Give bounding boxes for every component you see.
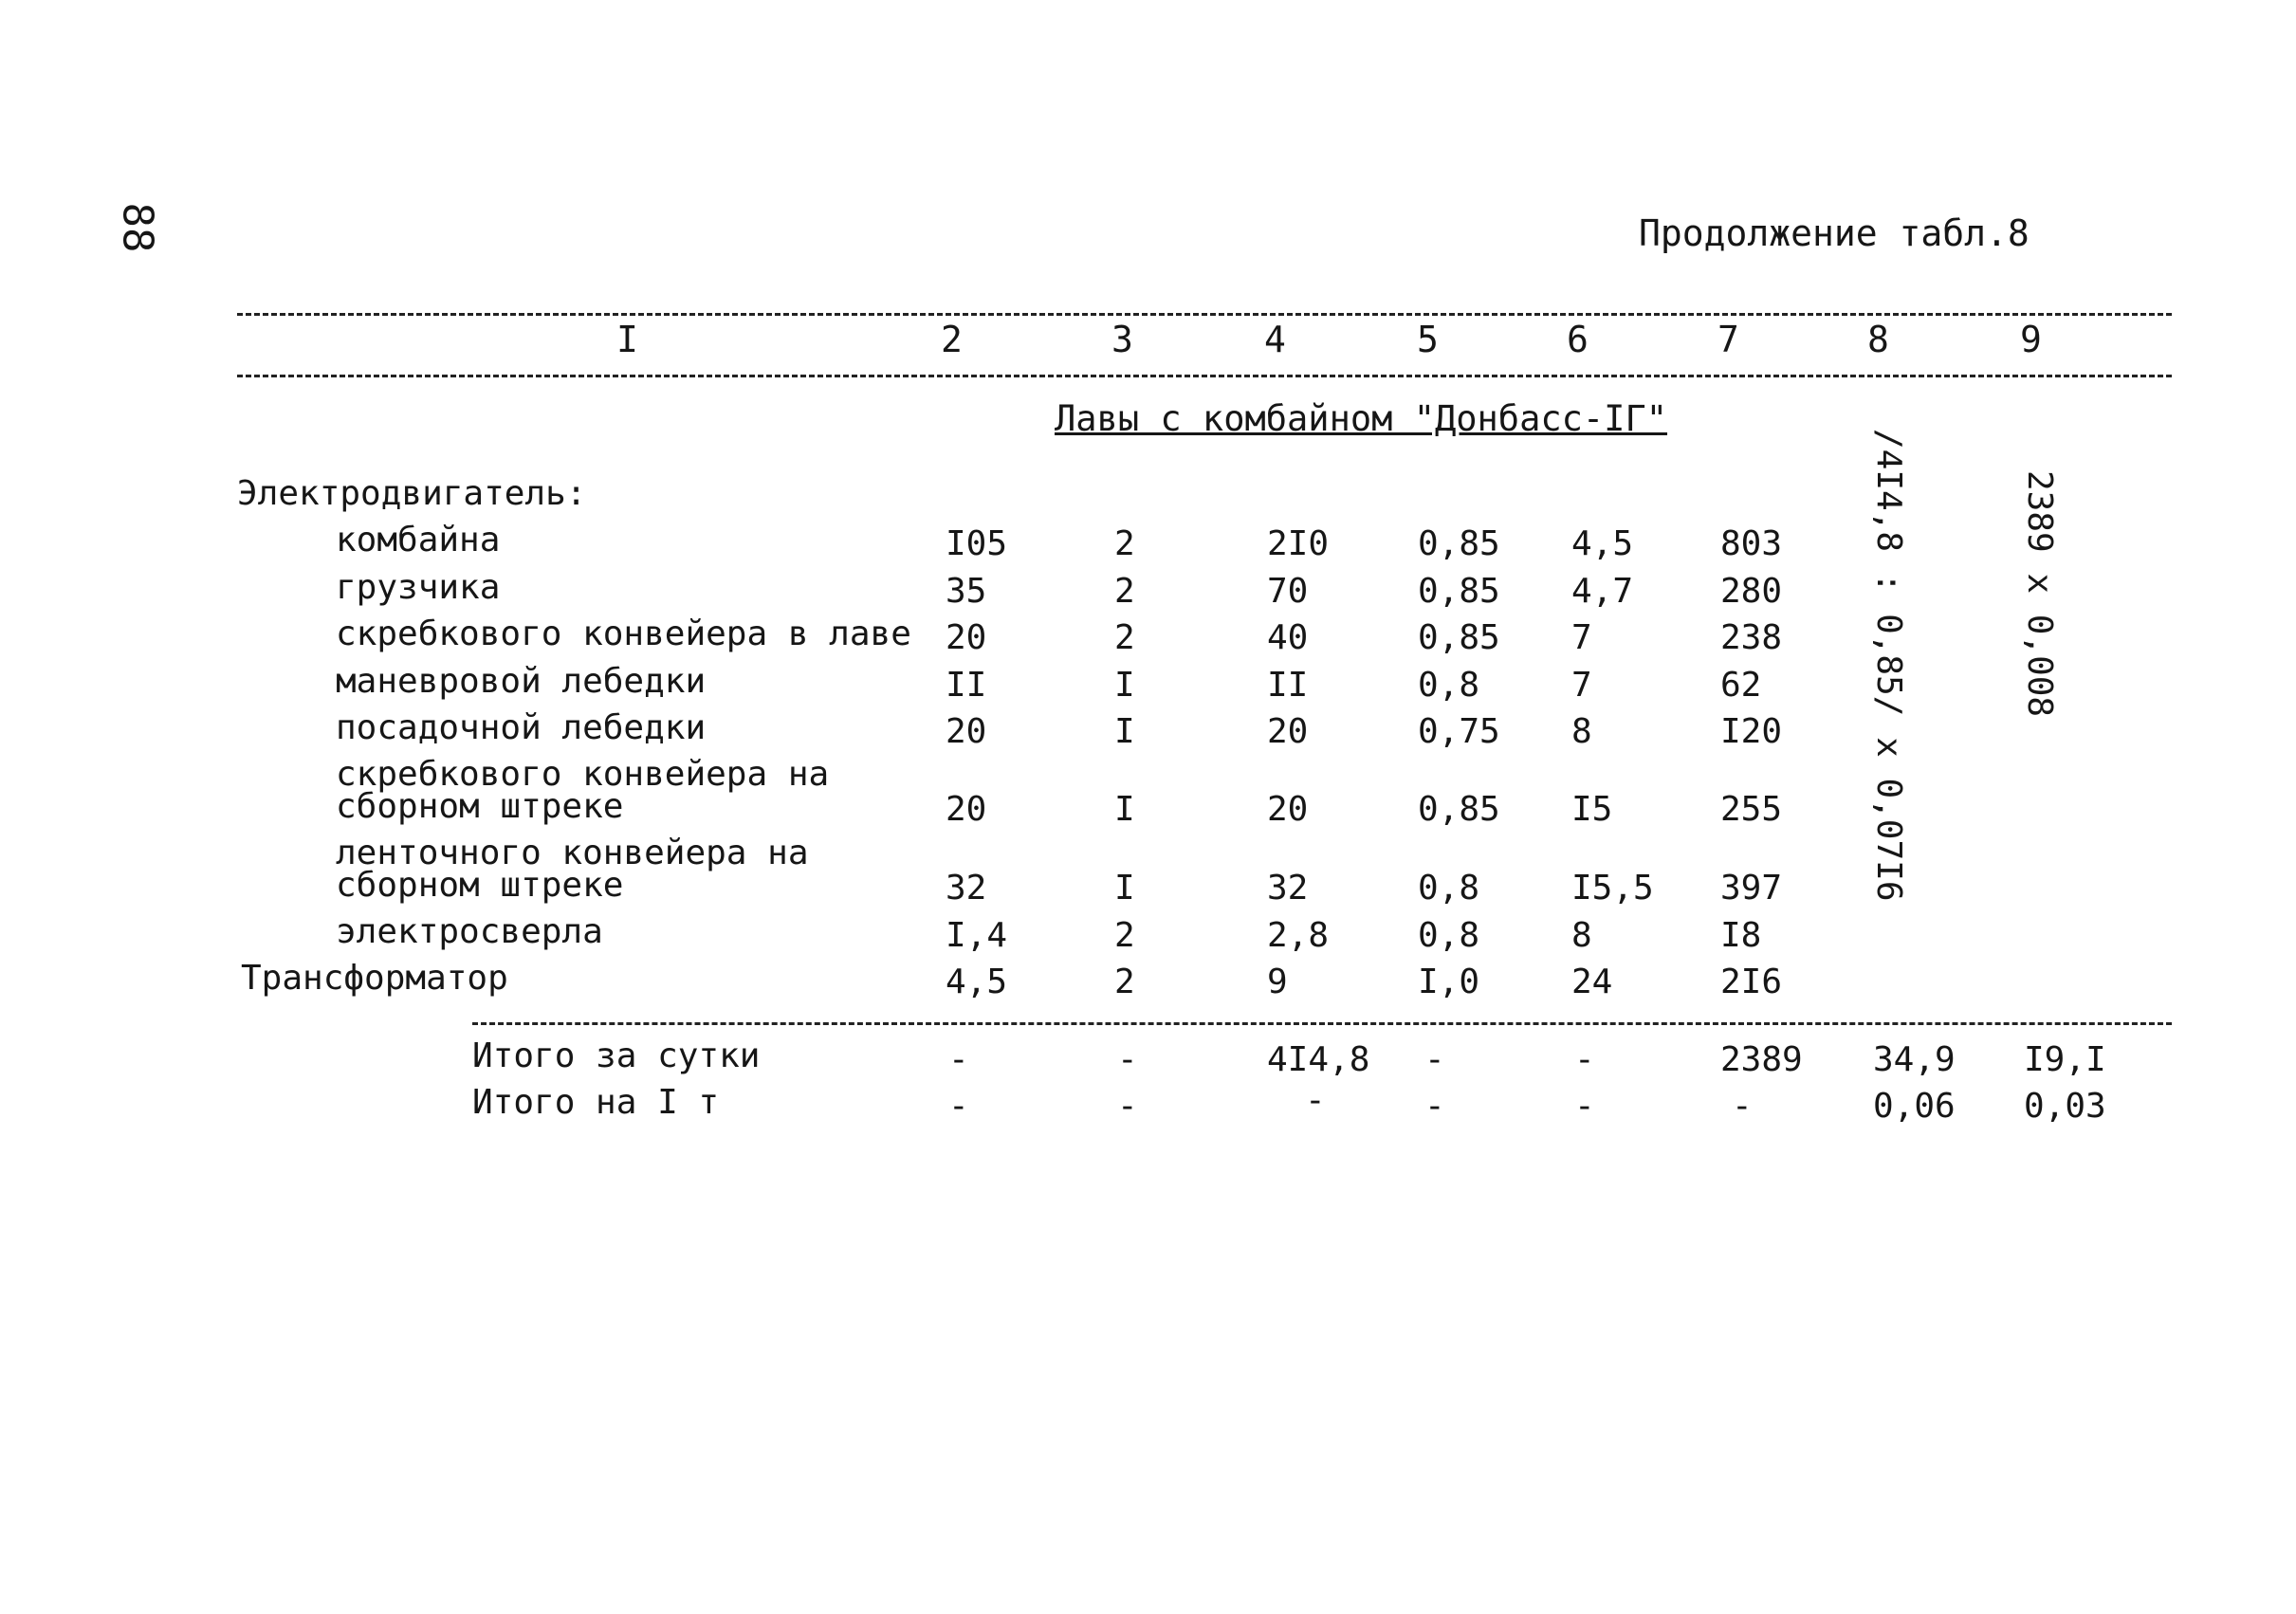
rule-top — [237, 313, 2172, 316]
rule-header-bottom — [237, 375, 2172, 377]
cell: 397 — [1720, 869, 1783, 908]
cell: I9,I — [2024, 1040, 2106, 1079]
total-label: Итого на I т — [472, 1083, 720, 1122]
row-label: комбайна — [336, 521, 501, 559]
header-col-9: 9 — [2020, 319, 2042, 360]
cell: 238 — [1720, 618, 1783, 657]
header-col-5: 5 — [1417, 319, 1439, 360]
cell: 2 — [1114, 618, 1135, 657]
cell: 20 — [946, 712, 987, 751]
cell: I,0 — [1418, 963, 1480, 1001]
cell: 0,75 — [1418, 712, 1500, 751]
header-col-6: 6 — [1567, 319, 1589, 360]
cell: - — [1574, 1087, 1595, 1126]
cell: 0,03 — [2024, 1087, 2106, 1126]
page-number: 88 — [113, 202, 162, 253]
cell: 2I0 — [1267, 524, 1330, 563]
cell: 4,7 — [1571, 572, 1634, 611]
section-title: Лавы с комбайном "Донбасс-IГ" — [1055, 398, 1668, 439]
cell: 0,8 — [1418, 666, 1480, 705]
cell: 34,9 — [1873, 1040, 1956, 1079]
cell: I20 — [1720, 712, 1783, 751]
header-col-2: 2 — [941, 319, 963, 360]
row-label: посадочной лебедки — [336, 708, 707, 747]
cell: - — [1424, 1040, 1445, 1079]
header-col-8: 8 — [1867, 319, 1889, 360]
cell: 2 — [1114, 916, 1135, 955]
cell: 20 — [1267, 790, 1309, 829]
row-label-continued: сборном штреке — [336, 787, 624, 826]
cell: 4,5 — [946, 963, 1008, 1001]
cell: II — [1267, 666, 1309, 705]
cell: 2 — [1114, 572, 1135, 611]
formula-col-8: /4I4,8 : 0,85/ x 0,07I6 — [1869, 429, 1908, 902]
formula-col-9: 2389 x 0,008 — [2020, 470, 2059, 718]
cell: 8 — [1571, 916, 1592, 955]
cell: 62 — [1720, 666, 1762, 705]
cell: 20 — [946, 618, 987, 657]
cell: 2 — [1114, 963, 1135, 1001]
total-label: Итого за сутки — [472, 1036, 761, 1075]
cell: 20 — [946, 790, 987, 829]
header-col-4: 4 — [1264, 319, 1286, 360]
cell: 32 — [1267, 869, 1309, 908]
header-col-3: 3 — [1111, 319, 1133, 360]
cell: 4,5 — [1571, 524, 1634, 563]
row-label: Трансформатор — [241, 959, 508, 998]
row-label: грузчика — [336, 568, 501, 607]
cell: 9 — [1267, 963, 1288, 1001]
cell: I5 — [1571, 790, 1613, 829]
cell: 32 — [946, 869, 987, 908]
cell: - — [948, 1087, 969, 1126]
rule-totals — [472, 1022, 2172, 1025]
cell: 35 — [946, 572, 987, 611]
cell: I05 — [946, 524, 1008, 563]
row-label: электросверла — [336, 912, 603, 951]
cell: I,4 — [946, 916, 1008, 955]
header-col-7: 7 — [1717, 319, 1739, 360]
row-label: скребкового конвейера в лаве — [336, 614, 911, 653]
cell: 0,8 — [1418, 869, 1480, 908]
cell: I — [1114, 712, 1135, 751]
cell: I — [1114, 790, 1135, 829]
cell: 4I4,8 — [1267, 1040, 1370, 1079]
cell: 8 — [1571, 712, 1592, 751]
row-label: скребкового конвейера на — [336, 755, 830, 794]
cell: 0,85 — [1418, 524, 1500, 563]
cell: 7 — [1571, 618, 1592, 657]
cell: I — [1114, 869, 1135, 908]
cell: 40 — [1267, 618, 1309, 657]
cell: - — [1732, 1087, 1753, 1126]
cell: 255 — [1720, 790, 1783, 829]
cell: - — [1117, 1087, 1138, 1126]
header-col-1: I — [616, 319, 638, 360]
cell: - — [1574, 1040, 1595, 1079]
cell: 2I6 — [1720, 963, 1783, 1001]
cell: I8 — [1720, 916, 1762, 955]
cell: - — [1305, 1081, 1326, 1120]
cell: - — [1424, 1087, 1445, 1126]
cell: I5,5 — [1571, 869, 1654, 908]
cell: 2,8 — [1267, 916, 1330, 955]
cell: 2389 — [1720, 1040, 1803, 1079]
cell: 0,85 — [1418, 790, 1500, 829]
cell: 0,85 — [1418, 618, 1500, 657]
cell: I — [1114, 666, 1135, 705]
cell: 280 — [1720, 572, 1783, 611]
cell: - — [948, 1040, 969, 1079]
row-label: ленточного конвейера на — [336, 834, 809, 872]
group-label: Электродвигатель: — [237, 474, 587, 513]
cell: - — [1117, 1040, 1138, 1079]
row-label-continued: сборном штреке — [336, 866, 624, 905]
row-label: маневровой лебедки — [336, 662, 707, 701]
table-caption: Продолжение табл.8 — [1639, 212, 2030, 254]
cell: 0,06 — [1873, 1087, 1956, 1126]
cell: 0,85 — [1418, 572, 1500, 611]
cell: 0,8 — [1418, 916, 1480, 955]
cell: 20 — [1267, 712, 1309, 751]
cell: 7 — [1571, 666, 1592, 705]
cell: II — [946, 666, 987, 705]
cell: 24 — [1571, 963, 1613, 1001]
cell: 2 — [1114, 524, 1135, 563]
cell: 803 — [1720, 524, 1783, 563]
cell: 70 — [1267, 572, 1309, 611]
